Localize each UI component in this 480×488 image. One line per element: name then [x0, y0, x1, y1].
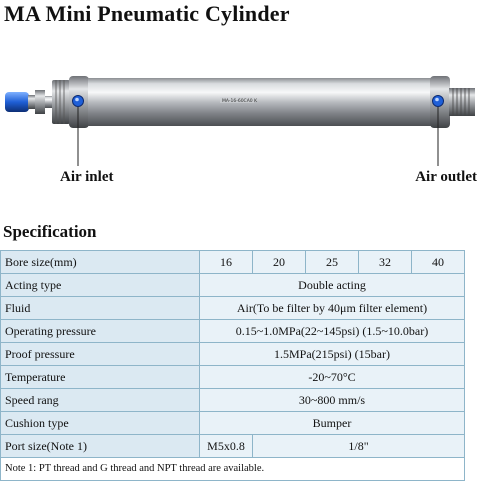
air-outlet-label: Air outlet: [415, 169, 477, 185]
table-row-port-size: [1, 435, 465, 458]
rod-tip: [5, 92, 29, 112]
table-row-note: [1, 458, 465, 481]
bore-size-40: 40: [412, 251, 465, 274]
bore-size-20: 20: [253, 251, 306, 274]
table-row-fluid: [1, 297, 465, 320]
port-size-large: 1/8": [253, 435, 465, 458]
row-label: Temperature: [1, 366, 200, 389]
cylinder-illustration: [0, 62, 480, 172]
row-label: Fluid: [1, 297, 200, 320]
bore-size-16: 16: [200, 251, 253, 274]
cylinder-barrel: [88, 78, 432, 126]
rod-nut: [35, 90, 45, 114]
air-inlet-port: [73, 96, 84, 107]
air-inlet-label: Air inlet: [60, 169, 114, 185]
row-value: Double acting: [200, 274, 465, 297]
cylinder-marking: MA-16-60CA0 K: [222, 99, 258, 104]
row-value: 0.15~1.0MPa(22~145psi) (1.5~10.0bar): [200, 320, 465, 343]
row-value: -20~70°C: [200, 366, 465, 389]
table-row-operating-pressure: [1, 320, 465, 343]
row-label: Acting type: [1, 274, 200, 297]
row-value: 30~800 mm/s: [200, 389, 465, 412]
row-value: Bumper: [200, 412, 465, 435]
table-row-speed-range: [1, 389, 465, 412]
row-label: Speed rang: [1, 389, 200, 412]
row-value: 1.5MPa(215psi) (15bar): [200, 343, 465, 366]
specification-table: [0, 250, 465, 481]
port-size-small: M5x0.8: [200, 435, 253, 458]
table-row-acting-type: [1, 274, 465, 297]
bore-size-25: 25: [306, 251, 359, 274]
table-row-cushion-type: [1, 412, 465, 435]
air-outlet-port: [433, 96, 444, 107]
specification-heading: Specification: [3, 222, 97, 241]
row-label: Operating pressure: [1, 320, 200, 343]
row-label: Bore size(mm): [1, 251, 200, 274]
row-value: Air(To be filter by 40μm filter element): [200, 297, 465, 320]
table-row-proof-pressure: [1, 343, 465, 366]
row-label: Cushion type: [1, 412, 200, 435]
row-label: Proof pressure: [1, 343, 200, 366]
bore-size-32: 32: [359, 251, 412, 274]
table-note: Note 1: PT thread and G thread and NPT thread are available.: [1, 458, 465, 481]
cylinder-image: [0, 62, 480, 172]
page-title: MA Mini Pneumatic Cylinder: [4, 1, 290, 26]
table-row-temperature: [1, 366, 465, 389]
front-nut: [52, 80, 70, 124]
row-label: Port size(Note 1): [1, 435, 200, 458]
table-row-bore: [1, 251, 465, 274]
